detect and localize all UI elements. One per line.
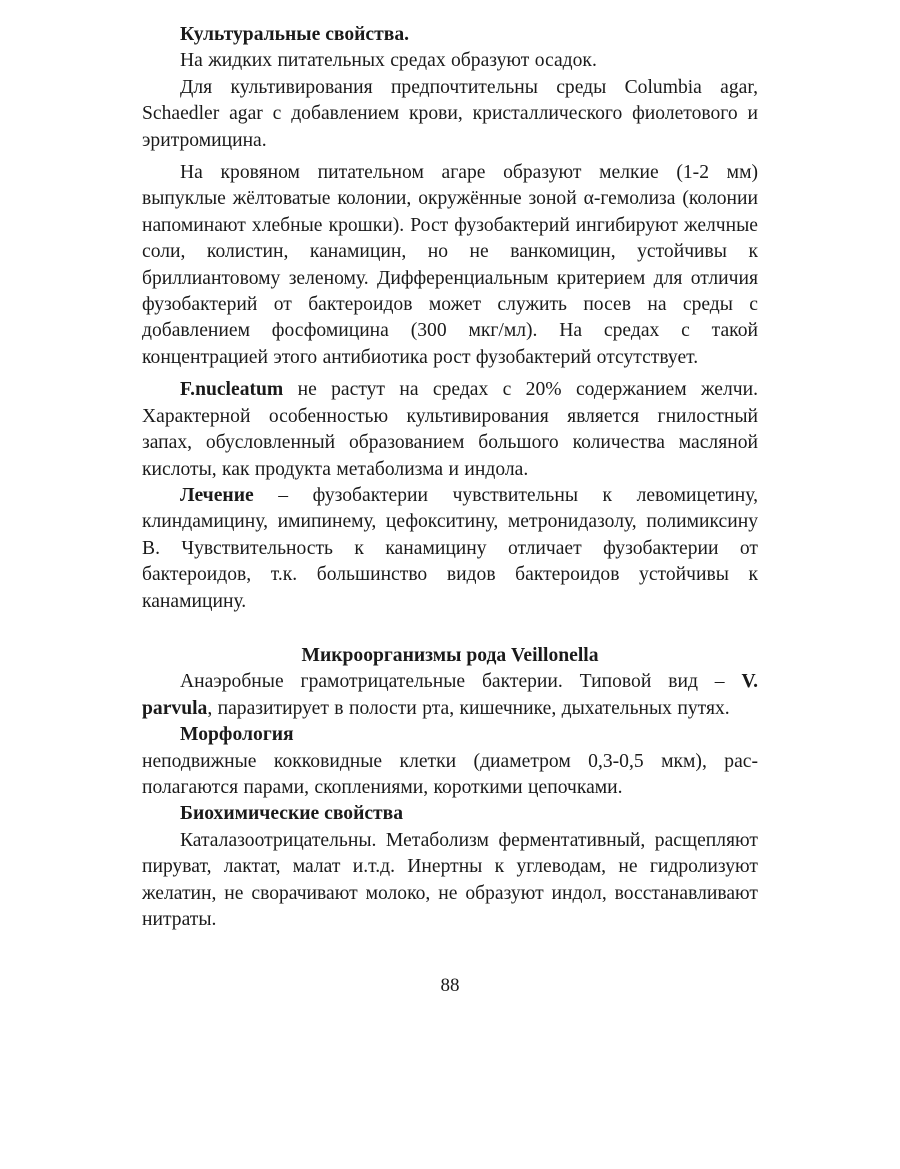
page-content <box>142 22 758 933</box>
section-title-veillonella: Микроорганизмы рода Veillonella <box>301 644 599 666</box>
species-name-nucleatum: F.nucleatum <box>180 379 284 401</box>
culture-paragraph-3: На кровяном питательном агаре образуют мелкие (1-2 мм) выпуклые жёлтоватые колонии, окружённые зоной α-гемолиза (колонии напоминают хлебные крошки). Рост фузобактерий ингибируют желчные соли, колистин, канамицин, но не ванкомицин, устойчивы к бриллиантовому зеленому. Дифференциальным критерием для отличия фузобактерий от бактероидов может служить посев на среды с добавлением фосфомицина (300 мкг/мл). На средах с такой концентрацией этого антибиотика рост фузобактерий отсутствует. <box>142 162 758 368</box>
biochemistry-heading: Биохимические свойства <box>180 803 404 825</box>
veillonella-intro <box>142 669 758 722</box>
treatment-paragraph <box>142 483 758 615</box>
veillonella-intro-text: Анаэробные грамотрицательные бактерии. Типовой вид – <box>180 671 742 693</box>
culture-paragraph-2: Для культивирования предпочтительны среды Columbia agar, Schaedler agar с добавлением крови, кристаллического фиолетового и эритромицина. <box>142 76 758 151</box>
treatment-text: – фузобактерии чувствительны к левомицетину, клиндамицину, имипинему, цефокситину, метронидазолу, полимиксину В. Чувствительность к канамицину отличает фузобактерии от бактероидов, т.к. большинство видов бактероидов устойчивы к канамицину. <box>142 484 758 612</box>
treatment-label: Лечение <box>180 484 254 506</box>
morphology-heading: Морфология <box>180 724 294 746</box>
morphology-text: неподвижные кокковидные клетки (диаметром 0,3-0,5 мкм), располагаются парами, скоплениями, короткими цепочками. <box>142 750 758 798</box>
culture-paragraph-1: На жидких питательных средах образуют осадок. <box>180 50 597 72</box>
species-name-parvula: V. parvula <box>142 671 758 719</box>
veillonella-intro-rest: , паразитирует в полости рта, кишечнике, дыхательных путях. <box>207 697 730 719</box>
page-number: 88 <box>440 975 460 996</box>
culture-paragraph-4-text: не растут на средах с 20% содержанием желчи. Характерной особенностью культивирования является гнилостный запах, обусловленный образованием большого количества масляной кислоты, как продукта метаболизма и индола. <box>142 379 758 480</box>
culture-paragraph-4 <box>142 377 758 483</box>
biochemistry-text: Каталазоотрицательны. Метаболизм ферментативный, расщепляют пируват, лактат, малат и.т.д. Инертны к углеводам, не гидролизуют желатин, не сворачивают молоко, не образуют индол, восстанавливают нитраты. <box>142 829 758 930</box>
culture-heading: Культуральные свойства. <box>180 24 410 45</box>
